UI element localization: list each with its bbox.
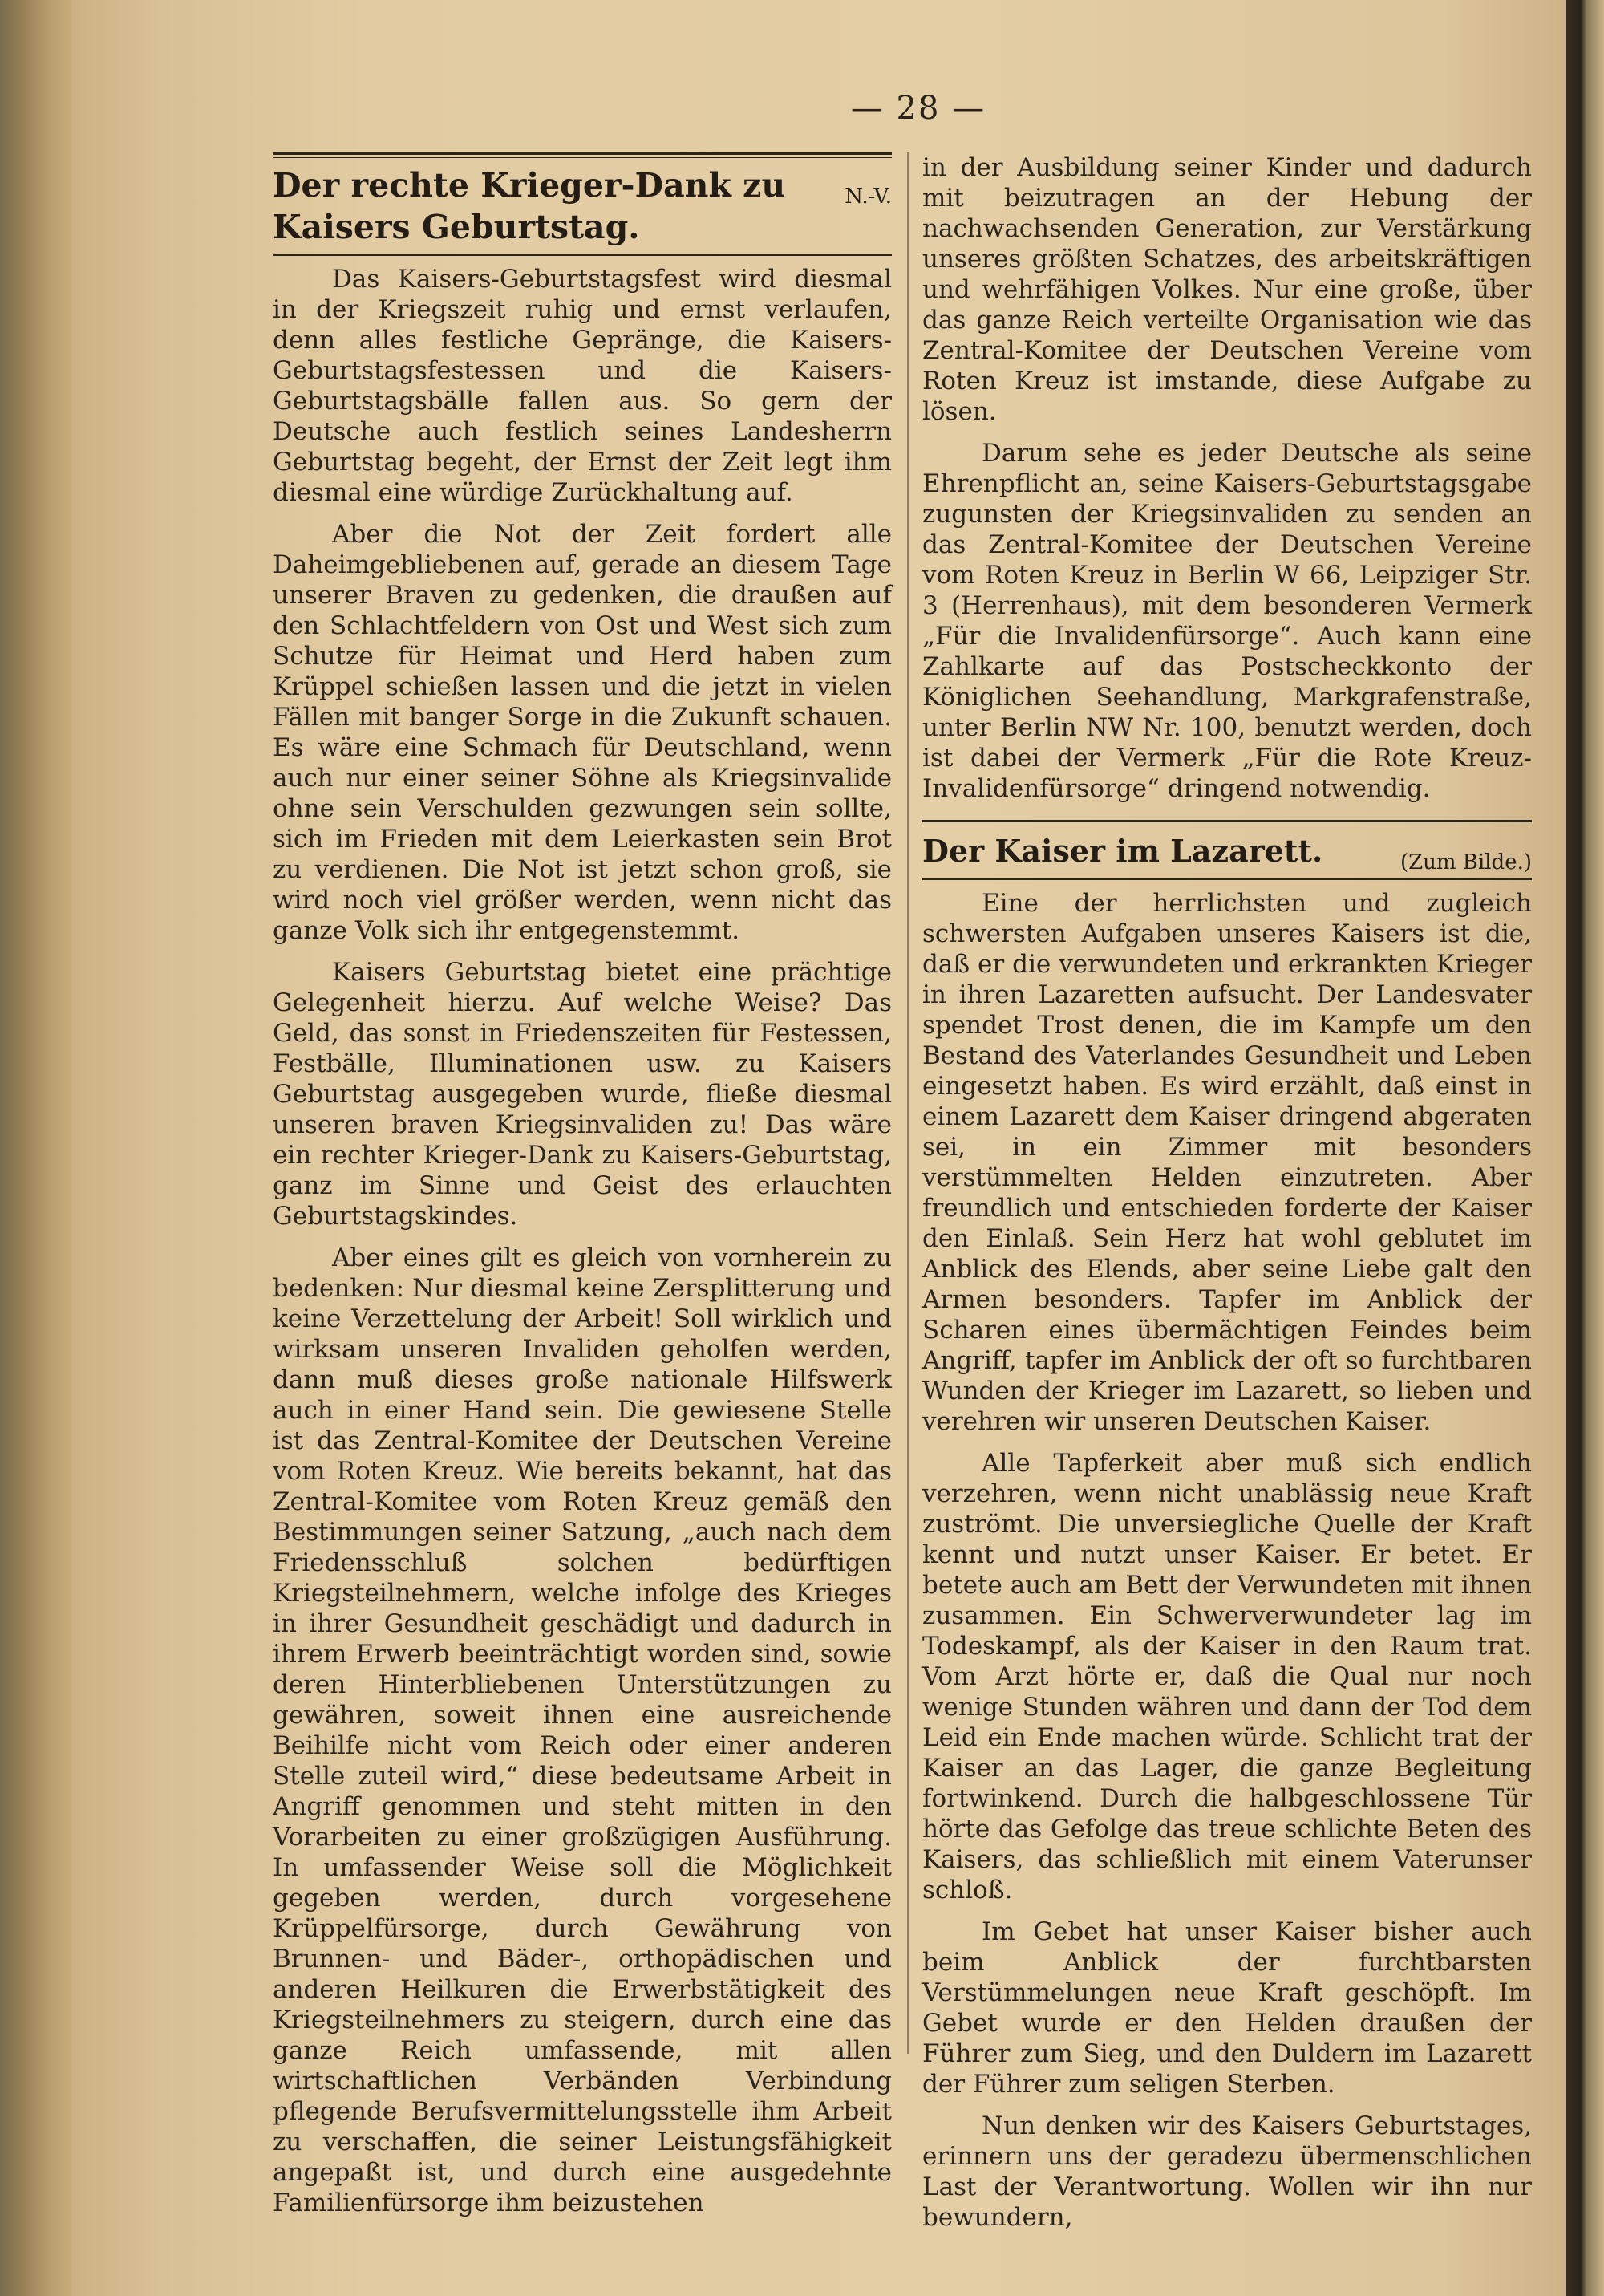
article2-note: (Zum Bilde.) xyxy=(1399,850,1532,874)
article2-headline xyxy=(922,830,1532,872)
book-edge-right xyxy=(1566,0,1604,2296)
article2-paragraph-1: Eine der herrlichsten und zugleich schwersten Aufgaben unseres Kaisers ist die, daß er die verwundeten und erkrankten Krieger in ihren Lazaretten aufsucht. Der Landesvater spendet Trost denen, die im Kampfe um den Bestand des Vaterlandes Gesundheit und Leben eingesetzt haben. Es wird erzählt, daß einst in einem Lazarett dem Kaiser dringend abgeraten sei, in ein Zimmer mit besonders verstümmelten Helden einzutreten. Aber freundlich und entschieden forderte der Kaiser den Einlaß. Sein Herz hat wohl geblutet im Anblick des Elends, aber seine Liebe galt den Armen besonders. Tapfer im Anblick der Scharen eines übermächtigen Feindes beim Angriff, tapfer im Anblick der oft so furchtbaren Wunden der Krieger im Lazarett, so lieben und verehren wir unseren Deutschen Kaiser. xyxy=(922,889,1532,1436)
article1-byline: N.-V. xyxy=(845,185,892,209)
article2-paragraph-4: Nun denken wir des Kaisers Geburtstages, erinnern uns der geradezu übermenschlichen Last der Verantwortung. Wollen wir ihn nur bewundern, xyxy=(922,2111,1532,2232)
article1-paragraph-2: Aber die Not der Zeit fordert alle Daheimgebliebenen auf, gerade an diesem Tage unserer Braven zu gedenken, die draußen auf den Schlachtfeldern von Ost und West sich zum Schutze für Heimat und Herd haben zum Krüppel schießen lassen und die jetzt in vielen Fällen mit banger Sorge in die Zukunft schauen. Es wäre eine Schmach für Deutschland, wenn auch nur einer seiner Söhne als Kriegsinvalide ohne sein Verschulden gezwungen sein sollte, sich im Frieden mit dem Leierkasten sein Brot zu verdienen. Die Not ist jetzt schon groß, sie wird noch viel größer werden, wenn nicht das ganze Volk sich ihr entgegenstemmt. xyxy=(273,520,892,945)
right-column xyxy=(922,152,1532,2233)
article-separator-rule xyxy=(922,820,1532,822)
article2-paragraph-3: Im Gebet hat unser Kaiser bisher auch beim Anblick der furchtbarsten Verstümmelungen neue Kraft geschöpft. Im Gebet wurde er den Helden draußen der Führer zum Sieg, und den Duldern im Lazarett der Führer zum seligen Sterben. xyxy=(922,1917,1532,2099)
headline-underline xyxy=(273,254,892,256)
article1-paragraph-4: Aber eines gilt es gleich von vornherein zu bedenken: Nur diesmal keine Zersplitterung und keine Verzettelung der Arbeit! Soll wirklich und wirksam unseren Invaliden geholfen werden, dann muß dieses große nationale Hilfswerk auch in einer Hand sein. Die gewiesene Stelle ist das Zentral-Komitee der Deutschen Vereine vom Roten Kreuz. Wie bereits bekannt, hat das Zentral-Komitee vom Roten Kreuz gemäß den Bestimmungen seiner Satzung, „auch nach dem Friedensschluß solchen bedürftigen Kriegsteilnehmern, welche infolge des Krieges in ihrer Gesundheit geschädigt und dadurch in ihrem Erwerb beeinträchtigt worden sind, sowie deren Hinterbliebenen Unterstützungen zu gewähren, soweit ihnen eine ausreichende Beihilfe nicht vom Reich oder einer anderen Stelle zuteil wird,“ diese bedeutsame Arbeit in Angriff genommen und steht mitten in den Vorarbeiten zu einer großzügigen Ausführung. In umfassender Weise soll die Möglichkeit gegeben werden, durch vorgesehene Krüppelfürsorge, durch Gewährung von Brunnen- und Bäder-, orthopädischen und anderen Heilkuren die Erwerbstätigkeit des Kriegsteilnehmers zu steigern, durch eine das ganze Reich umfassende, mit allen wirtschaftlichen Verbänden Verbindung pflegende Berufsvermittelungsstelle ihm Arbeit zu verschaffen, die seiner Leistungsfähigkeit angepaßt ist, und durch eine ausgedehnte Familienfürsorge ihm beizustehen xyxy=(273,1243,892,2217)
article1-continuation-1: in der Ausbildung seiner Kinder und dadurch mit beizutragen an der Hebung der nachwachsenden Generation, zur Verstärkung unseres größten Schatzes, des arbeitskräftigen und wehrfähigen Volkes. Nur eine große, über das ganze Reich verteilte Organisation wie das Zentral-Komitee der Deutschen Vereine vom Roten Kreuz ist imstande, diese Aufgabe zu lösen. xyxy=(922,153,1532,426)
article1-headline xyxy=(273,164,892,248)
article1-paragraph-3: Kaisers Geburtstag bietet eine prächtige Gelegenheit hierzu. Auf welche Weise? Das Geld, das sonst in Friedenszeiten für Festessen, Festbälle, Illuminationen usw. zu Kaisers Geburtstag ausgegeben wurde, fließe diesmal unseren braven Kriegsinvaliden zu! Das wäre ein rechter Krieger-Dank zu Kaisers-Geburtstag, ganz im Sinne und Geist des erlauchten Geburtstagskindes. xyxy=(273,958,892,1231)
article1-continuation-2: Darum sehe es jeder Deutsche als seine Ehrenpflicht an, seine Kaisers-Geburtstagsgabe zugunsten der Kriegsinvaliden zu senden an das Zentral-Komitee der Deutschen Vereine vom Roten Kreuz in Berlin W 66, Leipziger Str. 3 (Herrenhaus), mit dem besonderen Vermerk „Für die Invalidenfürsorge“. Auch kann eine Zahlkarte auf das Postscheckkonto der Königlichen Seehandlung, Markgrafenstraße, unter Berlin NW Nr. 100, benutzt werden, doch ist dabei der Vermerk „Für die Rote Kreuz-Invalidenfürsorge“ dringend notwendig. xyxy=(922,439,1532,803)
left-column xyxy=(273,152,892,2218)
headline-rule xyxy=(273,152,892,158)
page-number: — 28 — xyxy=(850,90,986,127)
book-binding-left xyxy=(0,0,72,2296)
column-divider xyxy=(907,152,909,2054)
article2-title: Der Kaiser im Lazarett. xyxy=(922,833,1323,869)
article1-paragraph-1: Das Kaisers-Geburtstagsfest wird diesmal in der Kriegszeit ruhig und ernst verlaufen, denn alles festliche Gepränge, die Kaisers-Geburtstagsfestessen und die Kaisers-Geburtstagsbälle fallen aus. So gern der Deutsche auch festlich seines Landesherrn Geburtstag begeht, der Ernst der Zeit legt ihm diesmal eine würdige Zurückhaltung auf. xyxy=(273,265,892,507)
article2-paragraph-2: Alle Tapferkeit aber muß sich endlich verzehren, wenn nicht unablässig neue Kraft zuströmt. Die unversiegliche Quelle der Kraft kennt und nutzt unser Kaiser. Er betet. Er betete auch am Bett der Verwundeten mit ihnen zusammen. Ein Schwerverwundeter lag im Todeskampf, als der Kaiser in den Raum trat. Vom Arzt hörte er, daß die Qual nur noch wenige Stunden währen und dann der Tod dem Leid ein Ende machen würde. Schlicht trat der Kaiser an das Lager, die ganze Begleitung fortwinkend. Durch die halbgeschlossene Tür hörte das Gefolge das treue schlichte Beten des Kaisers, das schließlich mit einem Vaterunser schloß. xyxy=(922,1449,1532,1905)
article1-title: Der rechte Krieger-Dank zu Kaisers Geburtstag. xyxy=(273,166,786,246)
